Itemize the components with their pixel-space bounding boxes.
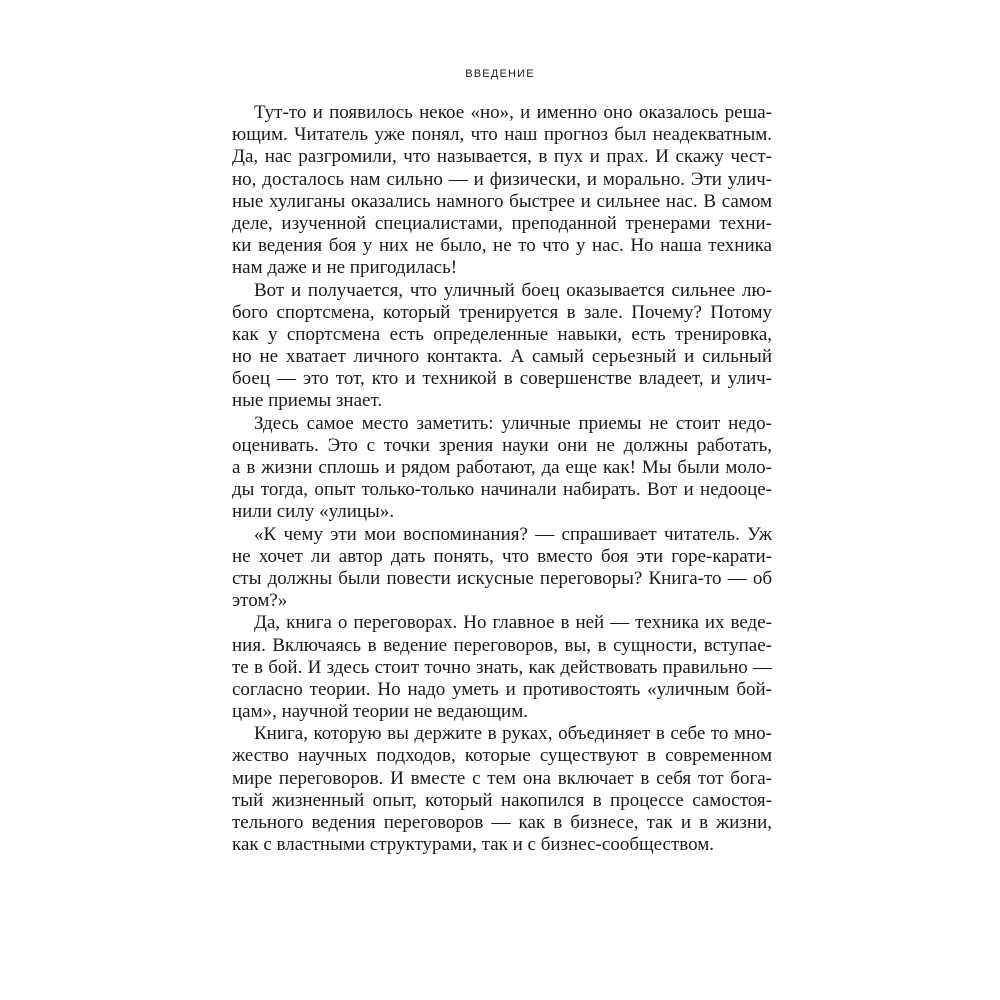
text-line: те в бой. И здесь стоит точно знать, как действовать правильно — bbox=[232, 656, 772, 678]
text-line: Тут-то и появилось некое «но», и именно оно оказалось реша- bbox=[254, 102, 772, 123]
text-line: не хочет ли автор дать понять, что вместо боя эти горе-карати- bbox=[232, 545, 772, 567]
text-line: ки ведения боя у них не было, не то что у нас. Но наша техника bbox=[232, 235, 772, 257]
body-text bbox=[232, 102, 772, 856]
text-line: оценивать. Это с точки зрения науки они не должны работать, bbox=[232, 434, 772, 456]
paragraph bbox=[232, 612, 772, 723]
text-line: согласно теории. Но надо уметь и противостоять «уличным бой- bbox=[232, 678, 772, 700]
text-line: мире переговоров. И вместе с тем она включает в себя тот бога- bbox=[232, 767, 772, 789]
text-line: нам даже и не пригодилась! bbox=[232, 257, 458, 279]
text-line: этом?» bbox=[232, 590, 288, 612]
text-line: «К чему эти мои воспоминания? — спрашивает читатель. Уж bbox=[254, 523, 772, 545]
text-line: Книга, которую вы держите в руках, объединяет в себе то мно- bbox=[254, 723, 772, 745]
text-line: но не хватает личного контакта. А самый серьезный и сильный bbox=[232, 346, 772, 368]
paragraph bbox=[232, 524, 772, 613]
text-line: боец — это тот, кто и техникой в совершенстве владеет, и улич- bbox=[232, 368, 772, 390]
running-header: ВВЕДЕНИЕ bbox=[465, 68, 535, 80]
text-line: Да, нас разгромили, что называется, в пух и прах. И скажу чест- bbox=[232, 146, 772, 168]
paragraph bbox=[232, 723, 772, 856]
paragraph bbox=[232, 102, 772, 280]
text-line: ды тогда, опыт только-только начинали набирать. Вот и недооце- bbox=[232, 479, 772, 501]
text-line: Да, книга о переговорах. Но главное в ней — техника их веде- bbox=[254, 612, 772, 634]
text-line: бого спортсмена, который тренируется в зале. Почему? Потому bbox=[232, 301, 772, 323]
text-line: как с властными структурами, так и с бизнес-сообществом. bbox=[232, 834, 715, 856]
text-line: Вот и получается, что уличный боец оказывается сильнее лю- bbox=[254, 279, 772, 301]
text-line: тельного ведения переговоров — как в бизнесе, так и в жизни, bbox=[232, 812, 772, 833]
text-line: как у спортсмена есть определенные навыки, есть тренировка, bbox=[232, 323, 772, 345]
text-line: ные приемы знает. bbox=[232, 390, 383, 412]
text-line: деле, изученной специалистами, преподанной тренерами техни- bbox=[232, 212, 772, 234]
text-line: но, досталось нам сильно — и физически, и морально. Эти улич- bbox=[232, 168, 772, 190]
text-line: сты должны были повести искусные переговоры? Книга-то — об bbox=[232, 567, 772, 589]
paragraph bbox=[232, 280, 772, 413]
text-line: а в жизни сплошь и рядом работают, да еще как! Мы были моло- bbox=[232, 457, 772, 478]
text-line: ные хулиганы оказались намного быстрее и сильнее нас. В самом bbox=[232, 190, 772, 212]
text-line: нили силу «улицы». bbox=[232, 501, 395, 523]
text-line: ющим. Читатель уже понял, что наш прогноз был неадекватным. bbox=[232, 124, 772, 146]
text-line: цам», научной теории не ведающим. bbox=[232, 701, 528, 723]
text-line: Здесь самое место заметить: уличные приемы не стоит недо- bbox=[254, 412, 772, 434]
paragraph bbox=[232, 413, 772, 524]
text-line: тый жизненный опыт, который накопился в процессе самостоя- bbox=[232, 789, 772, 811]
text-line: ния. Включаясь в ведение переговоров, вы, в сущности, вступае- bbox=[232, 634, 772, 656]
text-line: жество научных подходов, которые существуют в современном bbox=[232, 745, 772, 767]
